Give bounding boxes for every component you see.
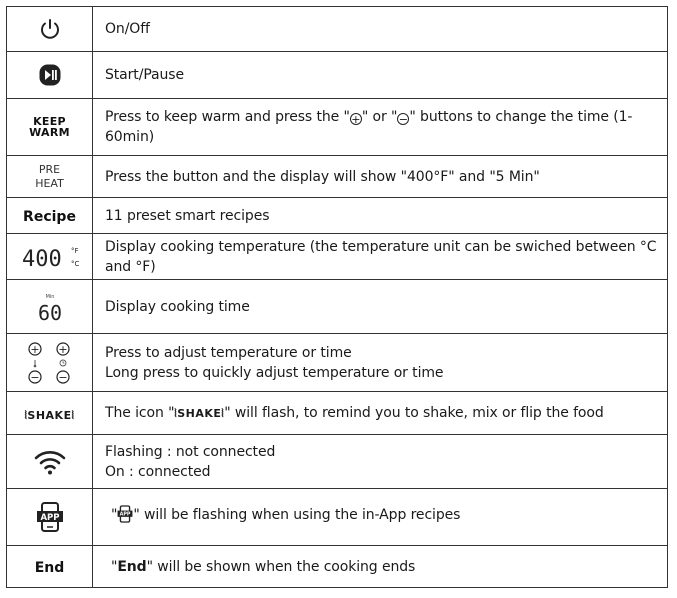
desc-line: Long press to quickly adjust temperature or time (105, 364, 444, 381)
table-row (7, 99, 668, 156)
icon-cell (7, 234, 93, 280)
preheat-line1: PRE (38, 162, 61, 176)
table-row (7, 280, 668, 334)
shake-icon-label: SHAKE (27, 408, 72, 422)
table-row (7, 198, 668, 234)
shake-icon: ⦚SHAKE⦚ (24, 408, 75, 422)
temperature-display-icon (7, 244, 92, 270)
preheat-line2: HEAT (35, 176, 64, 190)
description-cell: 11 preset smart recipes (93, 198, 668, 234)
desc-part: " (111, 558, 118, 575)
unit-c-label: °C (70, 259, 79, 268)
wifi-icon (7, 448, 92, 476)
description-cell: On/Off (93, 7, 668, 52)
icon-cell (7, 334, 93, 392)
desc-part: The icon " (105, 404, 175, 421)
description-cell (93, 546, 668, 588)
desc-part: Press to keep warm and press the " (105, 109, 350, 125)
play-pause-icon (7, 63, 92, 87)
plus-time-label: + (57, 342, 68, 356)
keep-warm-icon (7, 116, 92, 138)
end-bold-text: End (117, 558, 147, 575)
preheat-icon (7, 163, 92, 191)
app-inline-icon (117, 505, 133, 529)
table-row (7, 334, 668, 392)
table-row (7, 546, 668, 588)
icon-cell (7, 546, 93, 588)
desc-line: On : connected (105, 463, 211, 480)
table-row (7, 489, 668, 546)
description-cell: Press the button and the display will show "400°F" and "5 Min" (93, 156, 668, 198)
keep-warm-line2: WARM (29, 126, 70, 139)
time-display-label: Min (45, 293, 54, 300)
plus-temp-label: + (29, 342, 40, 356)
desc-part: " will be shown when the cooking ends (146, 558, 416, 575)
icon-cell (7, 99, 93, 156)
end-icon: End (34, 560, 65, 576)
description-cell: Display cooking temperature (the temperature unit can be swiched between °C and °F) (93, 234, 668, 280)
desc-part: " buttons to change the time (1-60min) (105, 109, 633, 145)
recipe-icon: Recipe (23, 209, 76, 225)
desc-part: " (111, 507, 118, 523)
icon-cell (7, 198, 93, 234)
shake-inline-icon: ⦚SHAKE⦚ (174, 406, 225, 420)
desc-line: Flashing : not connected (105, 443, 276, 460)
power-icon (7, 17, 92, 41)
plus-circle-icon: + (351, 113, 361, 126)
keep-warm-line1: KEEP (33, 115, 66, 128)
desc-part: " will flash, to remind you to shake, mix or flip the food (224, 404, 604, 421)
desc-part: " will be flashing when using the in-App recipes (133, 507, 461, 523)
app-icon-label: APP (39, 513, 60, 523)
description-cell: Start/Pause (93, 52, 668, 99)
icon-cell (7, 392, 93, 435)
description-cell (93, 99, 668, 156)
app-icon (7, 502, 92, 532)
minus-temp-label: − (29, 370, 40, 384)
icon-cell (7, 435, 93, 489)
description-cell (93, 435, 668, 489)
table-row (7, 7, 668, 52)
icon-cell (7, 280, 93, 334)
table-row (7, 234, 668, 280)
minus-time-label: − (57, 370, 68, 384)
shake-inline-label: SHAKE (177, 406, 222, 420)
desc-line: Press to adjust temperature or time (105, 344, 352, 361)
time-display-icon (7, 291, 92, 323)
app-inline-label: APP (120, 511, 131, 518)
table-row (7, 435, 668, 489)
table-row (7, 52, 668, 99)
description-cell (93, 392, 668, 435)
icon-cell (7, 7, 93, 52)
description-cell: Display cooking time (93, 280, 668, 334)
time-display-value: 60 (37, 300, 62, 323)
table-row (7, 156, 668, 198)
icon-cell (7, 489, 93, 546)
icon-cell (7, 156, 93, 198)
minus-circle-icon: − (398, 113, 408, 126)
description-cell (93, 489, 668, 546)
control-panel-legend-table (6, 6, 668, 588)
table-row (7, 392, 668, 435)
adjust-buttons-icon (7, 341, 92, 385)
temp-display-value: 400 (21, 246, 62, 270)
desc-part: " or " (361, 109, 398, 125)
description-cell (93, 334, 668, 392)
unit-f-label: °F (70, 246, 79, 255)
icon-cell (7, 52, 93, 99)
